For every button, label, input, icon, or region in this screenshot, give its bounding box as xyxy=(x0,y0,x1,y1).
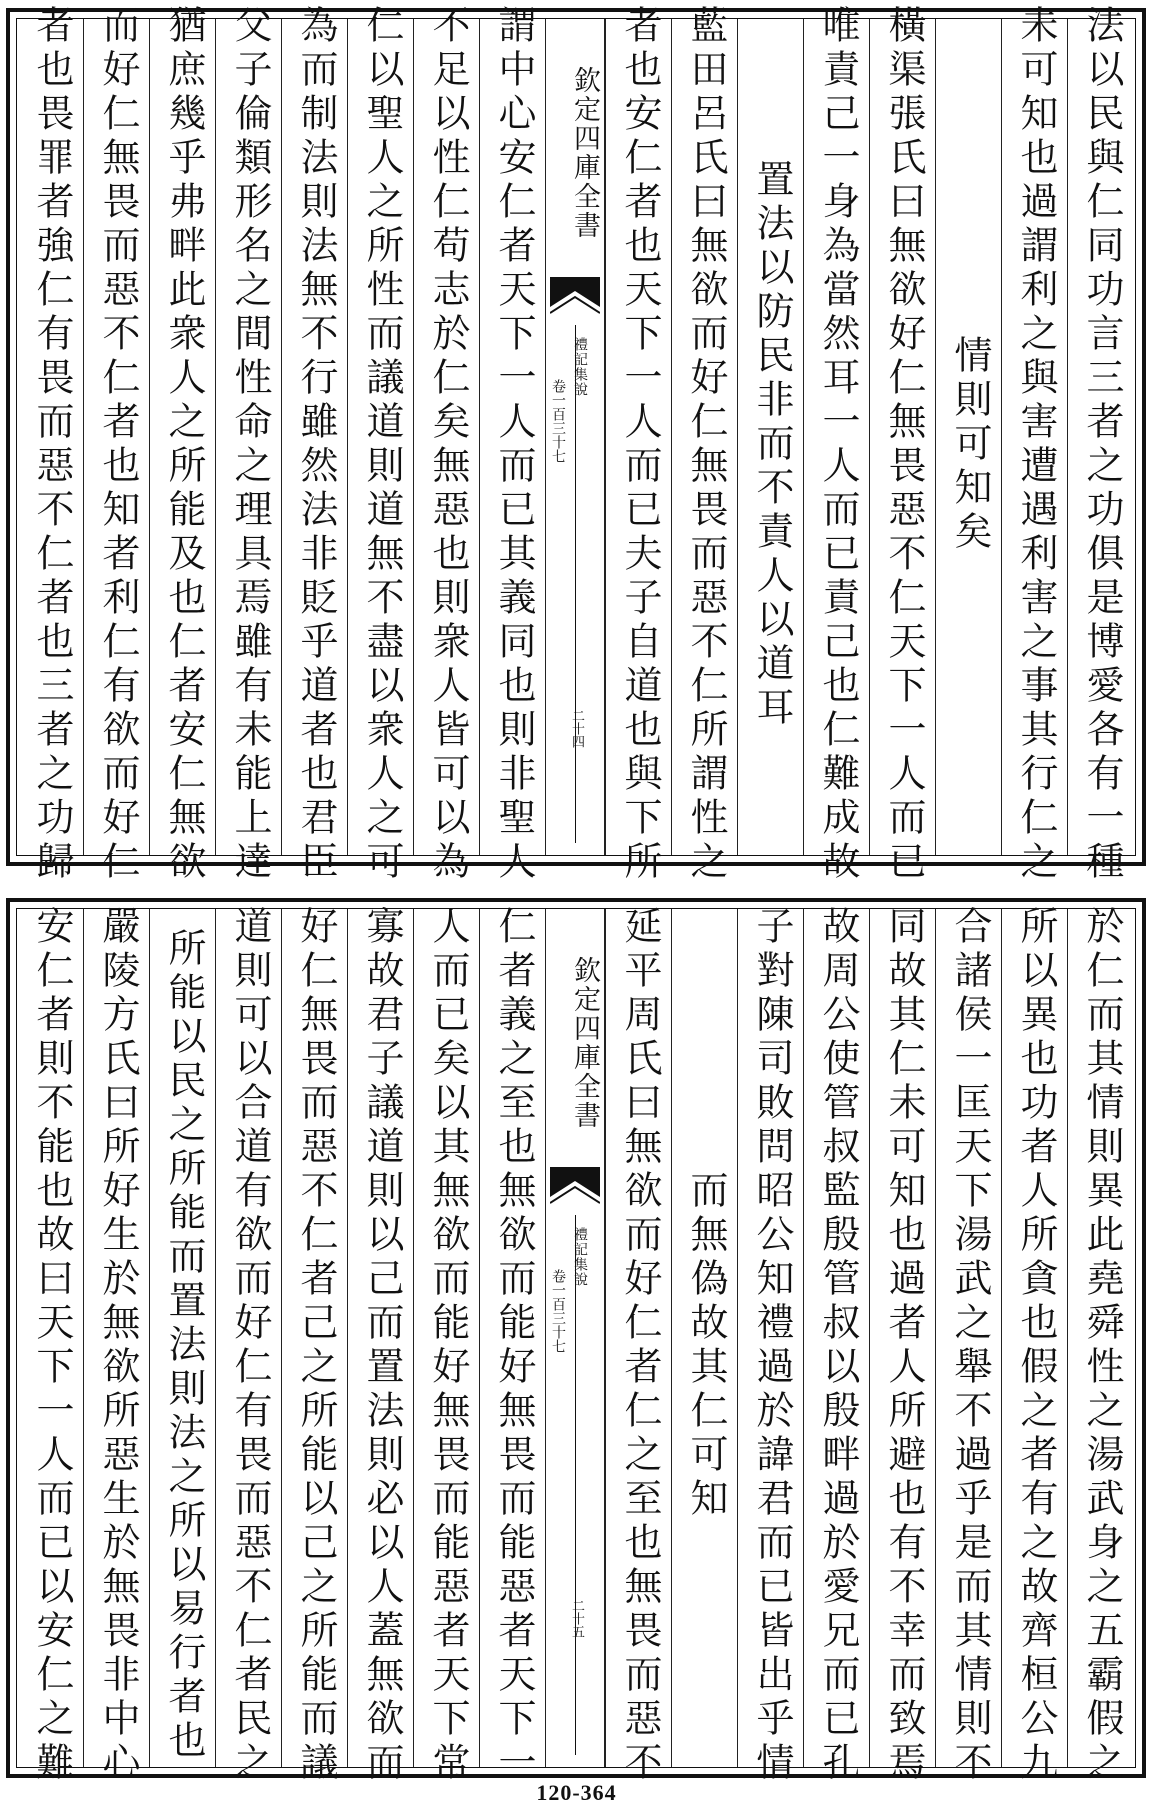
column-text: 於仁而其情則異此堯舜性之湯武身之五霸假之 xyxy=(1080,906,1124,1786)
fish-tail-mark-icon xyxy=(550,277,600,321)
column-text: 謂中心安仁者天下一人而已其義同也則非聖人 xyxy=(492,5,536,885)
text-column xyxy=(347,5,413,885)
text-column xyxy=(935,906,1001,1786)
column-text: 好仁無畏而惡不仁者己之所能以己之所能而議 xyxy=(294,906,338,1786)
column-text: 者也安仁者也天下一人而已夫子自道也與下所 xyxy=(618,5,662,885)
upper-page-spread xyxy=(6,5,1146,885)
text-column xyxy=(935,19,1001,855)
column-text: 父子倫類形名之間性命之理具焉雖有未能上達 xyxy=(228,5,272,885)
text-column xyxy=(479,5,545,885)
column-text: 所能以民之所能而置法則法之所以易行者也 xyxy=(162,928,206,1764)
upper-text-columns xyxy=(17,5,1135,885)
text-column xyxy=(83,906,149,1786)
volume-label: 卷一百三十七 xyxy=(550,1269,566,1353)
lower-text-columns xyxy=(17,906,1135,1786)
column-text: 情則可知矣 xyxy=(948,335,992,555)
text-column xyxy=(215,906,281,1786)
column-text: 嚴陵方氏曰所好生於無欲所惡生於無畏非中心 xyxy=(96,906,140,1786)
text-column xyxy=(803,5,869,885)
text-column xyxy=(17,5,83,885)
text-column xyxy=(605,906,671,1786)
fold-center-line xyxy=(575,325,576,843)
text-column xyxy=(803,906,869,1786)
text-column xyxy=(149,909,215,1767)
text-column xyxy=(671,5,737,885)
text-column xyxy=(1067,5,1133,885)
column-text: 合諸侯一匡天下湯武之舉不過乎是而其情則不 xyxy=(948,906,992,1786)
text-column xyxy=(869,5,935,885)
text-column xyxy=(347,906,413,1786)
column-text: 未可知也過謂利之與害遭遇利害之事其行仁之 xyxy=(1014,5,1058,885)
text-column xyxy=(413,906,479,1786)
text-column xyxy=(1001,906,1067,1786)
text-column xyxy=(149,5,215,885)
column-text: 所以異也功者人所貪也假之者有之故齊桓公九 xyxy=(1014,906,1058,1786)
column-text: 而無偽故其仁可知 xyxy=(684,1170,728,1522)
text-column xyxy=(83,5,149,885)
footer-page-number: 120-364 xyxy=(536,1780,617,1805)
collection-title: 欽定四庫全書 xyxy=(569,66,600,240)
column-text: 同故其仁未可知也過者人所避也有不幸而致焉 xyxy=(882,906,926,1786)
column-text: 橫渠張氏曰無欲好仁無畏惡不仁天下一人而已 xyxy=(882,5,926,885)
column-text: 子對陳司敗問昭公知禮過於諱君而已皆出乎情 xyxy=(750,906,794,1786)
column-text: 藍田呂氏曰無欲而好仁無畏而惡不仁所謂性之 xyxy=(684,5,728,885)
column-text: 而好仁無畏而惡不仁者也知者利仁有欲而好仁 xyxy=(96,5,140,885)
fold-center-line xyxy=(575,1215,576,1755)
book-title: 禮記集說 xyxy=(572,1227,588,1287)
column-text: 猶庶幾乎弗畔此衆人之所能及也仁者安仁無欲 xyxy=(162,5,206,885)
column-text: 仁者義之至也無欲而能好無畏而能惡者天下一 xyxy=(492,906,536,1786)
text-column xyxy=(737,19,803,855)
column-text: 唯責己一身為當然耳一人而已責己也仁難成故 xyxy=(816,5,860,885)
column-text: 法以民與仁同功言三者之功俱是博愛各有一種 xyxy=(1080,5,1124,885)
column-text: 人而已矣以其無欲而能好無畏而能惡者天下常 xyxy=(426,906,470,1786)
text-column xyxy=(281,906,347,1786)
column-text: 仁以聖人之所性而議道則道無不盡以衆人之可 xyxy=(360,5,404,885)
leaf-number: 二十五 xyxy=(569,1599,584,1638)
text-column xyxy=(281,5,347,885)
column-text: 道則可以合道有欲而好仁有畏而惡不仁者民之 xyxy=(228,906,272,1786)
column-text: 寡故君子議道則以己而置法則必以人蓋無欲而 xyxy=(360,906,404,1786)
text-column xyxy=(479,906,545,1786)
lower-page-frame xyxy=(16,906,1136,1786)
center-fold-strip xyxy=(545,19,605,855)
text-column xyxy=(869,906,935,1786)
text-column xyxy=(413,5,479,885)
column-text: 置法以防民非而不責人以道耳 xyxy=(750,159,794,731)
collection-title: 欽定四庫全書 xyxy=(569,956,600,1130)
column-text: 不足以性仁苟志於仁矣無惡也則衆人皆可以為 xyxy=(426,5,470,885)
text-column xyxy=(1067,906,1133,1786)
column-text: 安仁者則不能也故曰天下一人而已以安仁之難 xyxy=(30,906,74,1786)
book-title: 禮記集說 xyxy=(572,337,588,397)
column-text: 延平周氏曰無欲而好仁者仁之至也無畏而惡不 xyxy=(618,906,662,1786)
upper-page-frame xyxy=(16,5,1136,885)
text-column xyxy=(737,906,803,1786)
text-column xyxy=(671,909,737,1767)
column-text: 為而制法則法無不行雖然法非貶乎道者也君臣 xyxy=(294,5,338,885)
leaf-number: 二十四 xyxy=(569,709,584,748)
volume-label: 卷一百三十七 xyxy=(550,379,566,463)
column-text: 者也畏罪者強仁有畏而惡不仁者也三者之功歸 xyxy=(30,5,74,885)
fish-tail-mark-icon xyxy=(550,1167,600,1211)
text-column xyxy=(215,5,281,885)
text-column xyxy=(1001,5,1067,885)
column-text: 故周公使管叔監殷管叔以殷畔過於愛兄而已孔 xyxy=(816,906,860,1786)
center-fold-strip xyxy=(545,909,605,1767)
lower-page-spread xyxy=(6,898,1146,1786)
text-column xyxy=(605,5,671,885)
text-column xyxy=(17,906,83,1786)
